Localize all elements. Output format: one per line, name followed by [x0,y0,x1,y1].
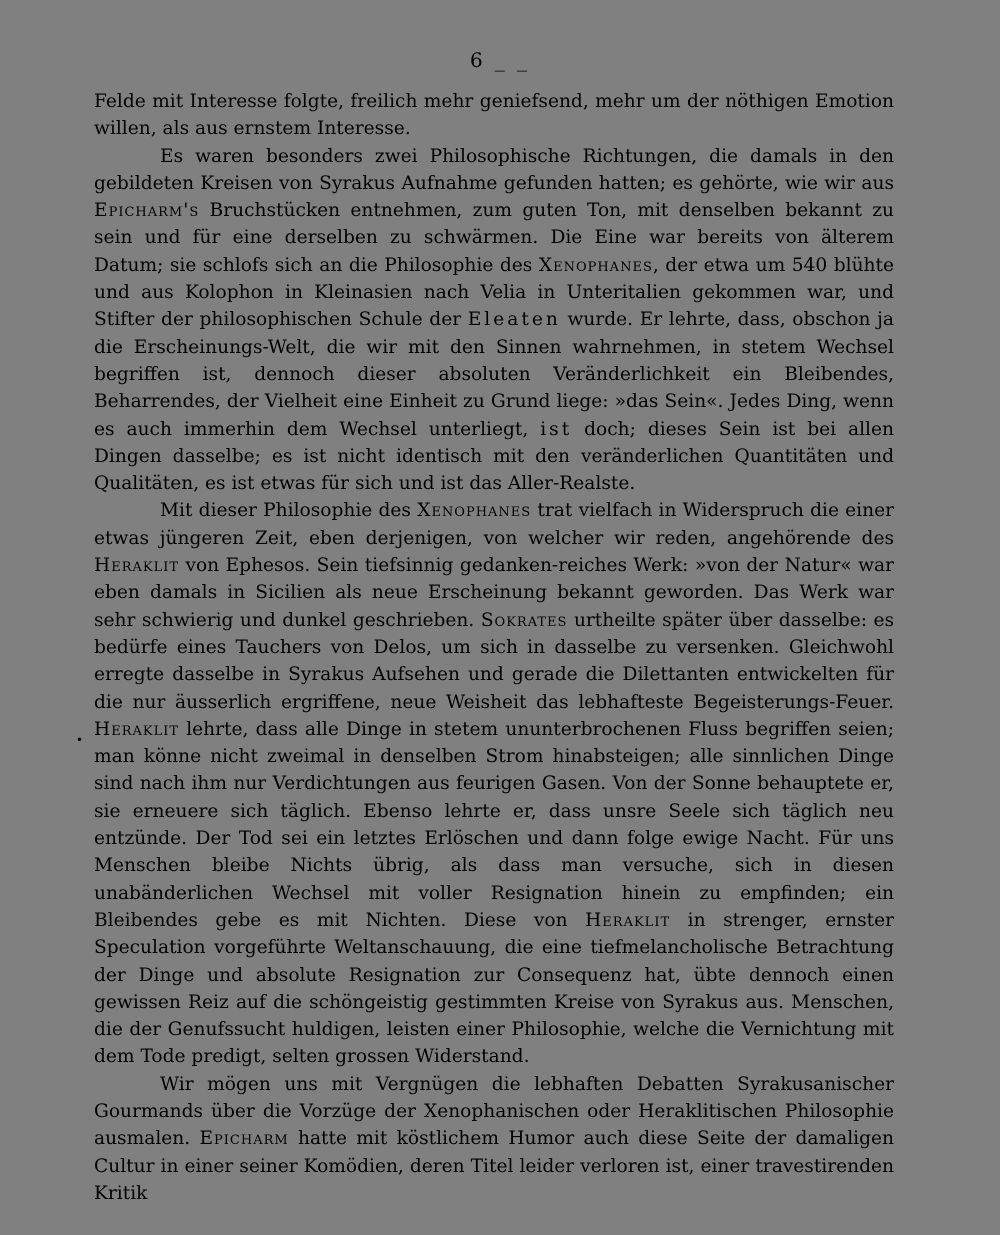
emphasized-text: ist [540,418,573,440]
text-run: wurde. Er lehrte, dass, obschon ja die Erscheinungs-Welt, die wir mit den Sinnen wahrnehmen, in stetem Wechsel begriffen ist, dennoch dieser absoluten Veränderlichkeit ein Bleibendes, Beharrendes, der Vielheit eine Einheit zu Grund liege: »das Sein«. Jedes Ding, wenn es auch immerhin dem Wechsel unterliegt, [94,309,894,440]
paragraph [94,1071,894,1207]
author-name: Sokrates [480,609,568,631]
text-run: doch; dieses Sein ist bei allen Dingen dasselbe; es ist nicht identisch mit den veränderlichen Quantitäten und Qualitäten, es ist etwas für sich und ist das Aller-Realste. [94,418,894,495]
text-run: , der etwa um 540 blühte und aus Kolophon in Kleinasien nach Velia in Unteritalien gekommen war, und Stifter der philosophischen Schule der [94,254,894,331]
author-name: Heraklit [94,718,180,740]
text-run: urtheilte später über dasselbe: es bedürfe eines Tauchers von Delos, um sich in dasselbe zu versenken. Gleichwohl erregte dasselbe in Syrakus Aufsehen und gerade die Dilettanten entwickelten für die nur äusserlich ergriffene, neue Weisheit das lebhafteste Begeisterungs-Feuer. [94,609,895,713]
paragraph [94,88,894,143]
text-run: Es waren besonders zwei Philosophische Richtungen, die damals in den gebildeten Kreisen von Syrakus Aufnahme gefunden hatten; es gehörte, wie wir aus [94,145,894,194]
author-name: Heraklit [585,909,671,931]
body-text [94,88,894,1207]
paragraph [94,497,894,1070]
text-run: Mit dieser Philosophie des [160,500,418,522]
text-run: trat vielfach in Widerspruch die einer etwas jüngeren Zeit, eben derjenigen, von welcher wir reden, angehörende des [94,500,894,549]
text-run: Wir mögen uns mit Vergnügen die lebhaften Debatten Syrakusanischer Gourmands über die Vorzüge der Xenophanischen oder Heraklitischen Philosophie ausmalen. [94,1073,894,1150]
author-name: Xenophanes [538,254,653,276]
text-run: hatte mit köstlichem Humor auch diese Seite der damaligen Cultur in einer seiner Komödien, deren Titel leider verloren ist, einer travestirenden Kritik [94,1128,894,1204]
text-run: Bruchstücken entnehmen, zum guten Ton, mit denselben bekannt zu sein und für eine derselben zu schwärmen. Die Eine war bereits von älterem Datum; sie schlofs sich an die Philosophie des [94,200,894,276]
text-run: Felde mit Interesse folgte, freilich mehr geniefsend, mehr um der nöthigen Emotion willen, als aus ernstem Interesse. [94,91,894,140]
page-number-ornament: _ _ [494,48,531,72]
text-run: lehrte, dass alle Dinge in stetem ununterbrochenen Fluss begriffen seien; man könne nicht zweimal in denselben Strom hinabsteigen; alle sinnlichen Dinge sind nach ihm nur Verdichtungen aus feurigen Gasen. Von der Sonne behauptete er, sie erneuere sich täglich. Ebenso lehrte er, dass unsre Seele sich täglich neu entzünde. Der Tod sei ein letztes Erlöschen und dann folge ewige Nacht. Für uns Menschen bleibe Nichts übrig, als dass man versuche, sich in diesen unabänderlichen Wechsel mit voller Resignation hinein zu empfinden; ein Bleibendes gebe es mit Nichten. Diese von [94,718,894,931]
margin-marker: • [76,733,84,747]
paragraph [94,143,894,498]
emphasized-text: Eleaten [467,309,561,331]
author-name: Epicharm's [94,200,200,222]
author-name: Epicharm [199,1128,289,1150]
text-run: von Ephesos. Sein tiefsinnig gedanken-reiches Werk: »von der Natur« war eben damals in Sicilien als neue Erscheinung bekannt geworden. Das Werk war sehr schwierig und dunkel geschrieben. [94,555,894,631]
author-name: Xenophanes [417,500,532,522]
author-name: Heraklit [94,555,180,577]
text-run: in strenger, ernster Speculation vorgeführte Weltanschauung, die eine tiefmelancholische Betrachtung der Dinge und absolute Resignation zur Consequenz hat, übte dennoch einen gewissen Reiz auf die schöngeistig gestimmten Kreise von Syrakus aus. Menschen, die der Genufssucht huldigen, leisten einer Philosophie, welche die Vernichtung mit dem Tode predigt, selten grossen Widerstand. [94,909,894,1068]
page-number-value: 6 [469,48,483,72]
page-number [0,46,1000,74]
